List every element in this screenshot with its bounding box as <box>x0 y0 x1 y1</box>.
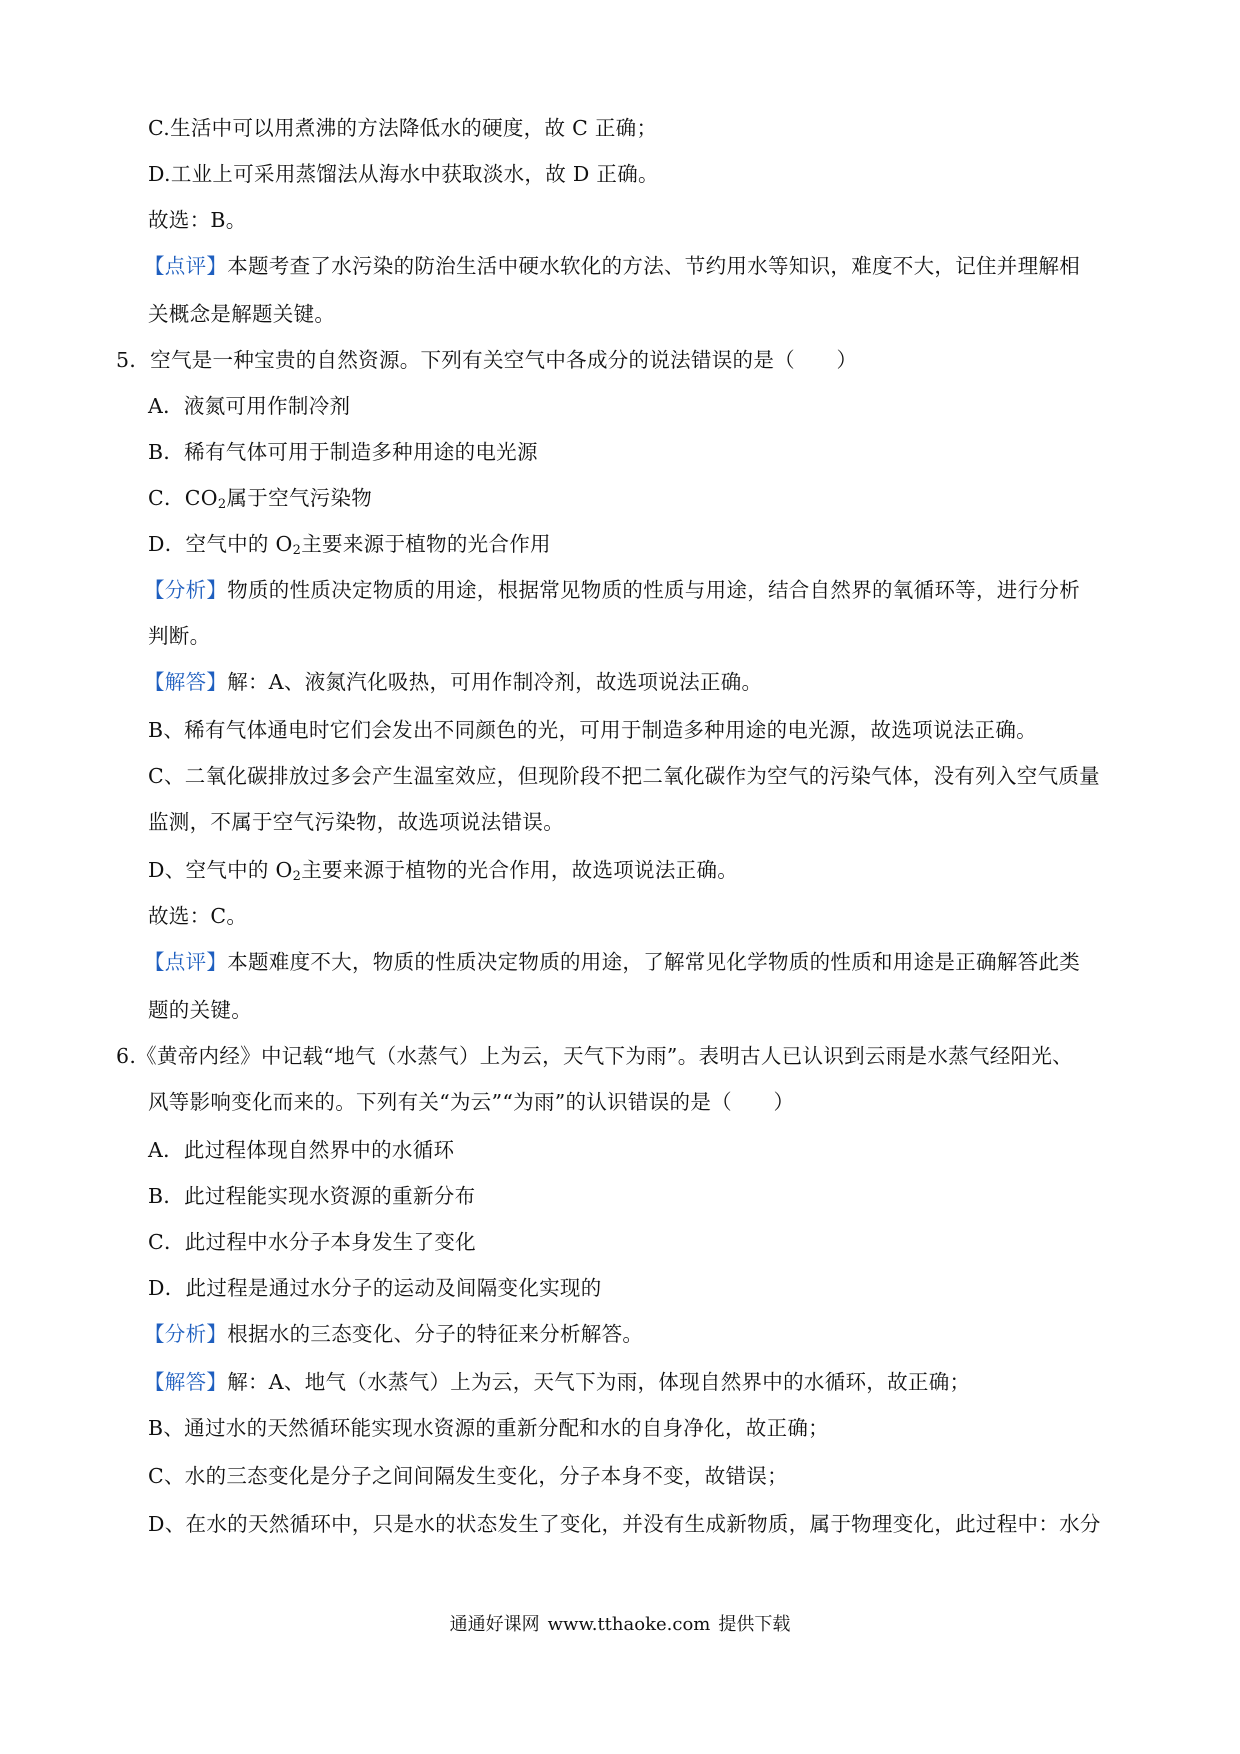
q5-option-d-post: 主要来源于植物的光合作用 <box>301 532 551 556</box>
prev-solution-choice: 故选：B。 <box>148 208 247 232</box>
analysis-tag: 【分析】 <box>144 578 228 602</box>
analysis-tag: 【分析】 <box>144 1322 228 1346</box>
q5-comment-line-2: 题的关键。 <box>148 998 252 1022</box>
prev-comment-line-1 <box>144 252 1080 280</box>
q5-answer-d <box>148 856 738 884</box>
q5-option-b: B．稀有气体可用于制造多种用途的电光源 <box>148 440 538 464</box>
q5-answer-c-1: C、二氧化碳排放过多会产生温室效应，但现阶段不把二氧化碳作为空气的污染气体，没有列入空气质量 <box>148 764 1100 788</box>
q5-answer-d-post: 主要来源于植物的光合作用，故选项说法正确。 <box>301 858 739 882</box>
q5-option-c-pre: C．CO <box>148 486 218 510</box>
q5-analysis-line-2: 判断。 <box>148 624 211 648</box>
q5-comment-line-1 <box>144 948 1080 976</box>
answer-tag: 【解答】 <box>144 1370 228 1394</box>
answer-tag: 【解答】 <box>144 670 228 694</box>
q5-choice: 故选：C。 <box>148 904 248 928</box>
q6-answer-c: C、水的三态变化是分子之间间隔发生变化，分子本身不变，故错误； <box>148 1464 788 1488</box>
prev-comment-line-2: 关概念是解题关键。 <box>148 302 336 326</box>
page-footer <box>0 1612 1240 1638</box>
comment-text: 本题考查了水污染的防治生活中硬水软化的方法、节约用水等知识，难度不大，记住并理解相 <box>227 254 1081 278</box>
footer-suffix: 提供下载 <box>718 1614 791 1635</box>
q6-option-b: B．此过程能实现水资源的重新分布 <box>148 1184 476 1208</box>
q5-option-c-sub: 2 <box>217 497 227 512</box>
q5-stem: 5．空气是一种宝贵的自然资源。下列有关空气中各成分的说法错误的是（ ） <box>116 348 858 372</box>
q6-stem-line-2: 风等影响变化而来的。下列有关“为云”“为雨”的认识错误的是（ ） <box>148 1090 795 1114</box>
footer-site-name: 通通好课网 <box>449 1614 540 1635</box>
prev-solution-d: D.工业上可采用蒸馏法从海水中获取淡水，故 D 正确。 <box>148 162 659 186</box>
answer-text: 解：A、液氮汽化吸热，可用作制冷剂，故选项说法正确。 <box>227 670 763 694</box>
comment-tag: 【点评】 <box>144 254 228 278</box>
comment-tag: 【点评】 <box>144 950 228 974</box>
q5-option-d-sub: 2 <box>292 543 302 558</box>
q5-option-a: A．液氮可用作制冷剂 <box>148 394 351 418</box>
q6-stem-line-1: 6.《黄帝内经》中记载“地气（水蒸气）上为云，天气下为雨”。表明古人已认识到云雨是水蒸气经阳光、 <box>116 1044 1073 1068</box>
q5-answer-c-2: 监测，不属于空气污染物，故选项说法错误。 <box>148 810 564 834</box>
q6-answer-b: B、通过水的天然循环能实现水资源的重新分配和水的自身净化，故正确； <box>148 1416 829 1440</box>
analysis-text: 根据水的三态变化、分子的特征来分析解答。 <box>227 1322 644 1346</box>
q6-option-a: A．此过程体现自然界中的水循环 <box>148 1138 455 1162</box>
q5-option-d <box>148 530 551 558</box>
answer-text: 解：A、地气（水蒸气）上为云，天气下为雨，体现自然界中的水循环，故正确； <box>227 1370 971 1394</box>
q6-analysis <box>144 1320 643 1348</box>
q5-option-c-post: 属于空气污染物 <box>226 486 373 510</box>
comment-text: 本题难度不大，物质的性质决定物质的用途，了解常见化学物质的性质和用途是正确解答此类 <box>227 950 1081 974</box>
q5-analysis-line-1 <box>144 576 1080 604</box>
q5-answer-d-pre: D、空气中的 O <box>148 858 293 882</box>
q6-answer-d: D、在水的天然循环中，只是水的状态发生了变化，并没有生成新物质，属于物理变化，此过程中：水分 <box>148 1512 1101 1536</box>
footer-url[interactable]: www.tthaoke.com <box>547 1614 711 1635</box>
q5-answer-b: B、稀有气体通电时它们会发出不同颜色的光，可用于制造多种用途的电光源，故选项说法正确。 <box>148 718 1037 742</box>
q5-option-c <box>148 484 372 512</box>
q6-option-d: D．此过程是通过水分子的运动及间隔变化实现的 <box>148 1276 602 1300</box>
q5-answer-d-sub: 2 <box>292 869 302 884</box>
q6-option-c: C．此过程中水分子本身发生了变化 <box>148 1230 476 1254</box>
analysis-text: 物质的性质决定物质的用途，根据常见物质的性质与用途，结合自然界的氧循环等，进行分析 <box>227 578 1081 602</box>
prev-solution-c: C.生活中可以用煮沸的方法降低水的硬度，故 C 正确； <box>148 116 658 140</box>
q5-answer-a <box>144 668 762 696</box>
q5-option-d-pre: D．空气中的 O <box>148 532 293 556</box>
q6-answer-a <box>144 1368 970 1396</box>
